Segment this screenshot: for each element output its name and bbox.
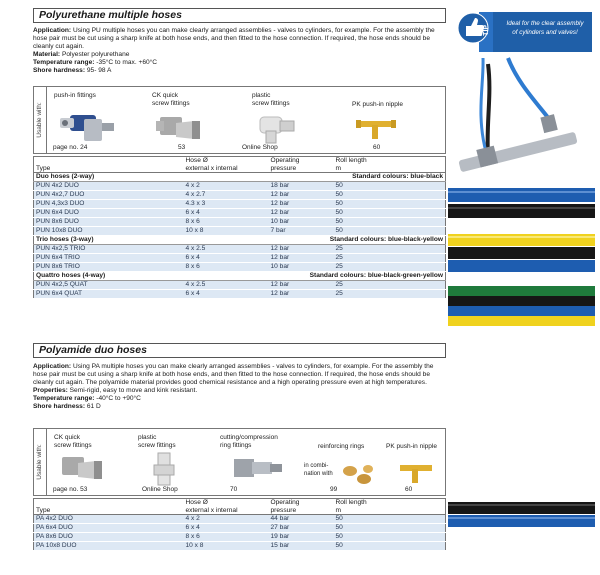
fitting-page: page no. 24 xyxy=(53,144,88,151)
table-row: PUN 4x2,5 TRIO 4 x 2.5 12 bar 25 xyxy=(34,245,446,254)
ck-screw-fitting-icon xyxy=(56,453,116,489)
fitting-page: 99 xyxy=(330,486,338,493)
pk-push-in-nipple-icon xyxy=(396,459,440,489)
fitting-label: PK push-in nipple xyxy=(386,443,437,450)
pu-spec-table xyxy=(33,156,446,299)
tip-text: Ideal for the clear assembly of cylinders and valves! xyxy=(506,20,584,36)
fitting-page: Online Shop xyxy=(242,144,278,151)
usable-with-label: Usable with: xyxy=(34,87,47,153)
pa-fittings-box xyxy=(33,428,446,496)
group-header: Duo hoses (2-way) Standard colours: blue-black xyxy=(34,173,446,182)
table-row: PUN 8x6 TRIO 8 x 6 10 bar 25 xyxy=(34,263,446,272)
fitting-label: plastic screw fittings xyxy=(138,434,176,449)
table-header: Type Hose Ø external x internal Operating pressure Roll length m xyxy=(34,499,446,515)
fitting-page: 60 xyxy=(405,486,413,493)
table-row: PUN 6x4 QUAT 6 x 4 12 bar 25 xyxy=(34,290,446,299)
fitting-page: 60 xyxy=(373,144,381,151)
plastic-screw-fitting-icon xyxy=(146,451,186,491)
fitting-page: Online Shop xyxy=(142,486,178,493)
compression-ring-fitting-icon xyxy=(230,453,286,487)
pa-description: Application: Using PA multiple hoses you can make clearly arranged assemblies - valves to cylinders, for example. For the assembly the hose pair must be cut using a sharp knife at both hose ends, and then fitted to the hose connection. If required, the hose ends should be cleanly cut again. The polyamide material provides good chemical resistance and a high operating pressure even at high temperatures. Properties: Semi-rigid, easy to move and kink resistant. Temperature range: -40°C to +90°C Shore hardness: 61 D xyxy=(33,363,434,410)
trio-hose-photo xyxy=(448,232,595,274)
table-header: Type Hose Ø external x internal Operating pressure Roll length m xyxy=(34,157,446,173)
cylinder-assembly-photo xyxy=(448,54,595,172)
reinforcing-ring-icon xyxy=(338,463,378,491)
pa-duo-hose-photo xyxy=(448,498,595,532)
usable-with-label: Usable with: xyxy=(34,429,47,495)
duo-hose-photo xyxy=(448,183,595,225)
fitting-label: reinforcing rings xyxy=(318,443,365,450)
table-row: PUN 4x2,7 DUO 4 x 2.7 12 bar 50 xyxy=(34,191,446,200)
push-in-fitting-icon xyxy=(56,109,126,149)
quattro-hose-photo xyxy=(448,284,595,328)
fitting-label: CK quick screw fittings xyxy=(54,434,92,449)
table-row: PA 4x2 DUO 4 x 2 44 bar 50 xyxy=(34,515,446,524)
group-header: Quattro hoses (4-way) Standard colours: blue-black-green-yellow xyxy=(34,272,446,281)
fitting-page: 53 xyxy=(178,144,186,151)
pu-fittings-box xyxy=(33,86,446,154)
table-row: PUN 4x2 DUO 4 x 2 18 bar 50 xyxy=(34,182,446,191)
pk-push-in-nipple-icon xyxy=(354,115,404,145)
combination-note: in combi- nation with xyxy=(304,463,333,477)
fitting-page: page no. 53 xyxy=(53,486,88,493)
fitting-label: cutting/compression ring fittings xyxy=(220,434,278,449)
table-row: PUN 6x4 DUO 6 x 4 12 bar 50 xyxy=(34,209,446,218)
pa-section-title: Polyamide duo hoses xyxy=(33,343,446,358)
table-row: PA 10x8 DUO 10 x 8 15 bar 50 xyxy=(34,542,446,551)
table-row: PUN 10x8 DUO 10 x 8 7 bar 50 xyxy=(34,227,446,236)
table-row: PUN 4,3x3 DUO 4.3 x 3 12 bar 50 xyxy=(34,200,446,209)
fitting-label: PK push-in nipple xyxy=(352,101,403,108)
table-row: PUN 4x2,5 QUAT 4 x 2.5 12 bar 25 xyxy=(34,281,446,290)
fitting-label: push-in fittings xyxy=(54,92,96,99)
group-header: Trio hoses (3-way) Standard colours: blue-black-yellow xyxy=(34,236,446,245)
table-row: PA 8x6 DUO 8 x 6 19 bar 50 xyxy=(34,533,446,542)
fitting-label: CK quick screw fittings xyxy=(152,92,190,107)
pu-section-title: Polyurethane multiple hoses xyxy=(33,8,446,23)
table-row: PA 6x4 DUO 6 x 4 27 bar 50 xyxy=(34,524,446,533)
table-row: PUN 6x4 TRIO 6 x 4 12 bar 25 xyxy=(34,254,446,263)
fitting-label: plastic screw fittings xyxy=(252,92,290,107)
table-row: PUN 8x6 DUO 8 x 6 10 bar 50 xyxy=(34,218,446,227)
tip-label: TIP xyxy=(483,24,491,36)
pu-description: Application: Using PU multiple hoses you can make clearly arranged assemblies - valves to cylinders, for example. For the assembly the hose pair must be cut using a sharp knife at both hose ends, and then fitted to the hose connection. If required, the hose ends should be cleanly cut again. Material: Polyester polyurethane Temperature range: -35°C to max. +60°C Shore hardness: 95- 98 A xyxy=(33,27,435,74)
fitting-page: 70 xyxy=(230,486,238,493)
pa-spec-table xyxy=(33,498,446,551)
tip-badge xyxy=(457,6,592,52)
